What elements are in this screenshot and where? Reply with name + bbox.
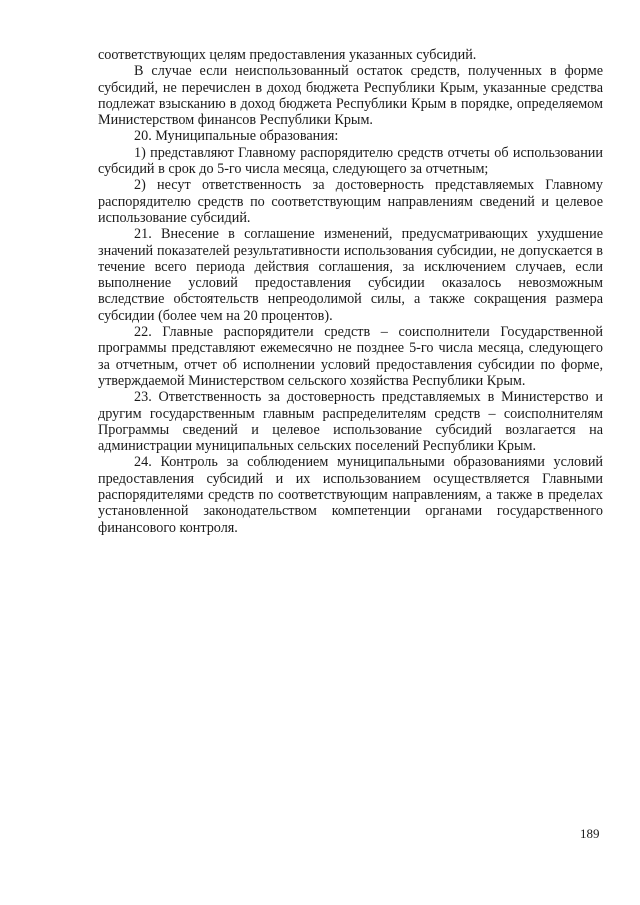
document-body <box>98 47 603 536</box>
paragraph-unused-balance: В случае если неиспользованный остаток средств, полученных в форме субсидий, не перечислен в доход бюджета Республики Крым, указанные средства подлежат взысканию в доход бюджета Республики Крым в порядке, определяемом Министерством финансов Республики Крым. <box>98 63 603 129</box>
paragraph-item-20-1: 1) представляют Главному распорядителю средств отчеты об использовании субсидий в срок до 5-го числа месяца, следующего за отчетным; <box>98 144 603 178</box>
paragraph-item-20: 20. Муниципальные образования: <box>134 128 339 145</box>
paragraph-continuation: соответствующих целям предоставления указанных субсидий. <box>98 47 477 63</box>
page-number: 189 <box>580 826 600 841</box>
paragraph-item-23: 23. Ответственность за достоверность представляемых в Министерство и другим государственным главным распределителям средств – соисполнителям Программы сведений и целевое использование субсидий возлагается на администрации муниципальных сельских поселений Республики Крым. <box>98 389 603 455</box>
paragraph-item-24: 24. Контроль за соблюдением муниципальными образованиями условий предоставления субсидий и их использованием осуществляется Главными распорядителями средств по соответствующим направлениям, а также в пределах установленной законодательством компетенции органами государственного финансового контроля. <box>98 454 603 536</box>
paragraph-item-21: 21. Внесение в соглашение изменений, предусматривающих ухудшение значений показателей результативности использования субсидии, не допускается в течение всего периода действия соглашения, за исключением случаев, если выполнение условий предоставления субсидии оказалось невозможным вследствие обстоятельств непреодолимой силы, а также сокращения размера субсидии (более чем на 20 процентов). <box>98 226 603 324</box>
paragraph-item-20-2: 2) несут ответственность за достоверность представляемых Главному распорядителю средств по соответствующим направлениям сведений и целевое использование субсидий. <box>98 177 603 226</box>
paragraph-item-22: 22. Главные распорядители средств – соисполнители Государственной программы представляют ежемесячно не позднее 5-го числа месяца, следующего за отчетным, отчет об исполнении условий предоставления субсидии по форме, утверждаемой Министерством сельского хозяйства Республики Крым. <box>98 324 603 389</box>
